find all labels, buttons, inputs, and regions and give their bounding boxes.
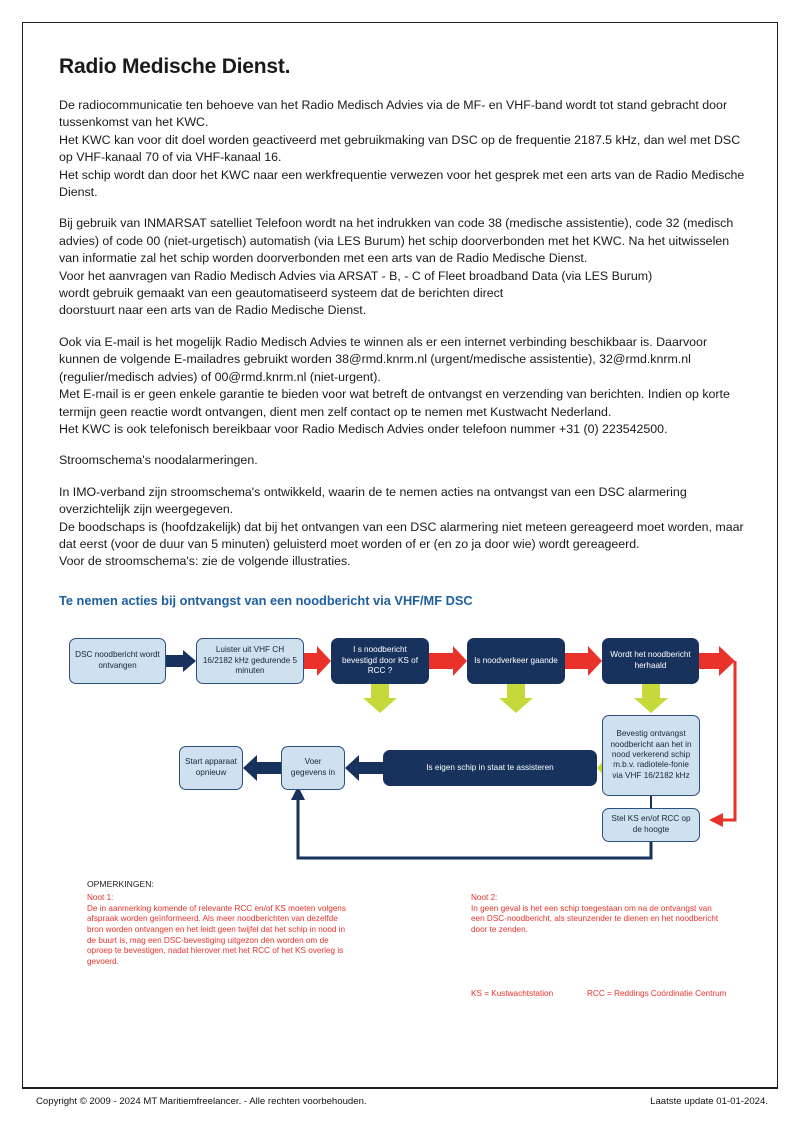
note2-title: Noot 2: xyxy=(471,892,498,902)
flow-box-dsc-received: DSC noodbericht wordt ontvangen xyxy=(69,638,166,684)
paragraph-8: Ook via E-mail is het mogelijk Radio Medisch Advies te winnen als er een internet verbinding beschikbaar is. Daarvoor kunnen de volgende E-mailadres gebruikt worden 38@rmd.knrm.nl (urgent/medische assistentie), 32@rmd.knrm.nl (regulier/medisch advies) of 00@rmd.knrm.nl (niet-urgent). xyxy=(59,334,708,384)
arrow-dark-2 xyxy=(345,755,383,781)
note2-text: In geen geval is het een schip toegestaan om na de ontvangst van een DSC-noodbericht, als steunzender te dienen en het noodbericht door te zenden. xyxy=(471,903,719,934)
section-heading: Te nemen acties bij ontvangst van een noodbericht via VHF/MF DSC xyxy=(59,592,473,608)
arrow-green-3 xyxy=(634,684,668,713)
flow-box-listen-5min: Luister uit VHF CH 16/2182 kHz gedurende 5 minuten xyxy=(196,638,304,684)
arrow-red-3 xyxy=(565,646,602,676)
legend-ks: KS = Kustwachtstation xyxy=(471,988,554,998)
paragraph-5: Voor het aanvragen van Radio Medisch Advies via ARSAT - B, - C of Fleet broadband Data (via LES Burum) xyxy=(59,268,653,283)
flow-box-own-ship-assist: Is eigen schip in staat te assisteren xyxy=(383,750,597,786)
flow-box-confirmed-by-ks-rcc: I s noodbericht bevestigd door KS of RCC ? xyxy=(331,638,429,684)
flow-box-inform-ks-rcc: Stel KS en/of RCC op de hoogte xyxy=(602,808,700,842)
arrow-red-5 xyxy=(709,813,723,827)
flow-box-message-repeated: Wordt het noodbericht herhaald xyxy=(602,638,699,684)
page-title: Radio Medische Dienst. xyxy=(59,55,291,78)
notes-area xyxy=(59,879,749,1014)
red-loop-path xyxy=(719,661,735,820)
paragraph-4: Bij gebruik van INMARSAT satelliet Telefoon wordt na het indrukken van code 38 (medische assistentie), code 32 (medisch advies) of code 00 (niet-urgetisch) automatish (via LES Burum) het schip doorverbonden met het KWC. Na het uitwisselen van informatie zal het schip worden doorverbonden met een arts van de Radio Medische Dienst. xyxy=(59,216,734,266)
flow-box-distress-traffic: Is noodverkeer gaande xyxy=(467,638,565,684)
paragraph-14: Voor de stroomschema's: zie de volgende illustraties. xyxy=(59,554,351,569)
arrow-red-1 xyxy=(304,646,331,676)
notes-header: OPMERKINGEN: xyxy=(87,878,154,889)
paragraph-12: In IMO-verband zijn stroomschema's ontwikkeld, waarin de te nemen acties na ontvangst van een DSC alarmering overzichtelijk zijn weergegeven. xyxy=(59,484,687,517)
arrow-green-2 xyxy=(499,684,533,713)
flow-box-confirm-receipt: Bevestig ontvangst noodbericht aan het in nood verkerend schip m.b.v. radiotele-fonie via VHF 16/2182 kHz xyxy=(602,715,700,796)
arrow-green-1 xyxy=(363,684,397,713)
footer-last-update: Laatste update 01-01-2024. xyxy=(650,1096,768,1107)
feedback-path xyxy=(298,795,651,858)
arrow-red-2 xyxy=(429,646,467,676)
footer-copyright: Copyright © 2009 - 2024 MT Maritiemfreelancer. - Alle rechten voorbehouden. xyxy=(36,1096,367,1107)
legend-rcc: RCC = Reddings Coördinatie Centrum xyxy=(587,988,727,998)
arrow-dark-3 xyxy=(243,755,281,781)
paragraph-9: Met E-mail is er geen enkele garantie te bieden voor wat betreft de ontvangst en verzending van berichten. Indien op korte termijn geen reactie wordt ontvangen, dient men zelf contact op te nemen met Kustwacht Nederland. xyxy=(59,387,730,419)
paragraph-6: wordt gebruik gemaakt van een geautomatiseerd systeem dat de berichten direct xyxy=(59,286,504,301)
flowchart xyxy=(59,620,749,875)
note1-text: De in aanmerking komende of relevante RCC en/of KS moeten volgens afspraak worden geïnformeerd. Als meer noodberichten van dezelfde bron worden ontvangen en het leidt geen twijfel dat het schip in nood in de buurt is, mag een DSC-bevestiging uitgezon den worden om de oproep te bevestigen, nadat hierover met het RCC of het KS overleg is gevoerd. xyxy=(87,903,346,966)
paragraph-10: Het KWC is ook telefonisch bereikbaar voor Radio Medisch Advies onder telefoon nummer +31 (0) 223542500. xyxy=(59,421,668,436)
note1-title: Noot 1: xyxy=(87,892,114,902)
paragraph-3: Het schip wordt dan door het KWC naar een werkfrequentie verwezen voor het gesprek met een arts van de Radio Medische Dienst. xyxy=(59,167,745,200)
document-body xyxy=(59,43,749,1014)
footer-divider xyxy=(22,1088,778,1089)
document-page xyxy=(22,22,778,1088)
arrow-red-4 xyxy=(699,646,735,676)
paragraph-1: De radiocommunicatie ten behoeve van het Radio Medisch Advies via de MF- en VHF-band wordt tot stand gebracht door tussenkomst van het KWC. xyxy=(59,98,728,130)
flow-box-enter-data: Voer gegevens in xyxy=(281,746,345,790)
paragraph-7: doorstuurt naar een arts van de Radio Medische Dienst. xyxy=(59,303,367,318)
paragraph-11: Stroomschema's noodalarmeringen. xyxy=(59,453,258,468)
arrow-dark-1 xyxy=(166,650,196,672)
paragraph-2: Het KWC kan voor dit doel worden geactiveerd met gebruikmaking van DSC op de frequentie 2187.5 kHz, dan wel met DSC op VHF-kanaal 70 of via VHF-kanaal 16. xyxy=(59,132,741,165)
flow-box-restart-device: Start apparaat opnieuw xyxy=(179,746,243,790)
paragraph-13: De boodschaps is (hoofdzakelijk) dat bij het ontvangen van een DSC alarmering niet meteen gereageerd moet worden, maar dat eerst (voor de duur van 5 minuten) geluisterd moet worden of er (en zo ja door wie) wordt gereageerd. xyxy=(59,519,744,551)
